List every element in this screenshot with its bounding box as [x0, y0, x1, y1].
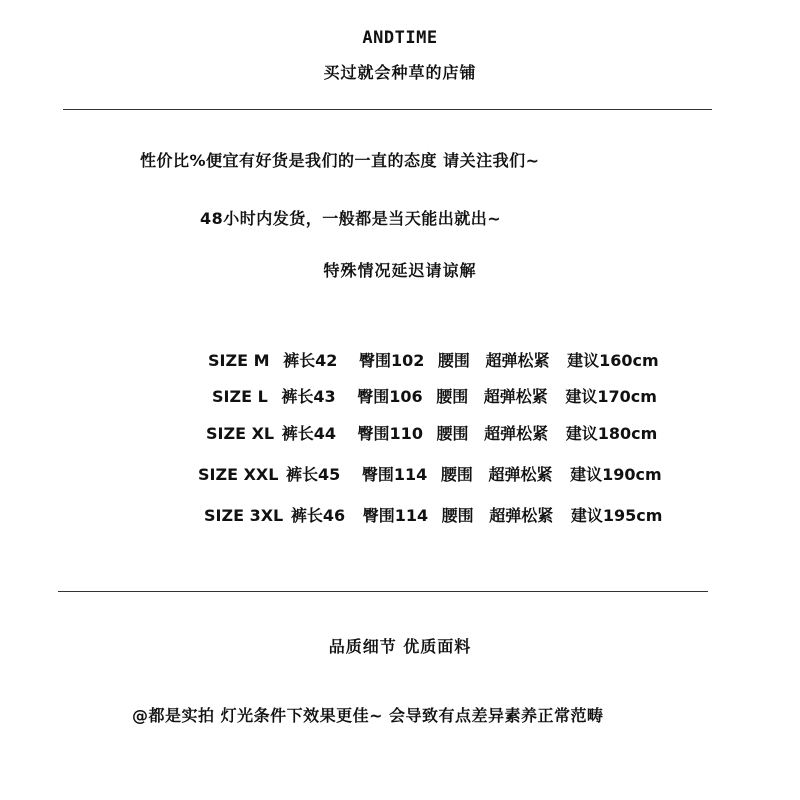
brand-slogan: 买过就会种草的店铺: [323, 63, 477, 82]
intro-line-shipping: 48小时内发货，一般都是当天能出就出~: [200, 209, 502, 228]
size-advice: 建议170cm: [565, 387, 657, 406]
size-advice: 建议180cm: [565, 424, 658, 443]
size-waist: 腰围: [437, 351, 470, 370]
size-label: SIZE XXL: [198, 465, 279, 484]
size-length: 裤长44: [281, 424, 336, 443]
size-thigh: 臀围110: [357, 424, 423, 443]
intro-line-delay: 特殊情况延迟请谅解: [323, 261, 477, 280]
size-elastic: 超弹松紧: [484, 424, 549, 443]
quality-note: @都是实拍 灯光条件下效果更佳~ 会导致有点差异素养正常范畴: [132, 706, 604, 725]
size-waist: 腰围: [436, 387, 469, 406]
size-label: SIZE XL: [206, 424, 275, 443]
size-advice: 建议160cm: [567, 351, 659, 370]
size-row: [206, 421, 657, 444]
size-length: 裤长43: [281, 387, 336, 406]
size-elastic: 超弹松紧: [488, 465, 553, 484]
size-row: [212, 384, 657, 407]
size-thigh: 臀围114: [361, 465, 428, 484]
size-row: [208, 348, 659, 371]
size-waist: 腰围: [436, 424, 469, 443]
size-waist: 腰围: [441, 506, 474, 525]
size-elastic: 超弹松紧: [489, 506, 554, 525]
size-waist: 腰围: [440, 465, 473, 484]
top-divider: [63, 109, 712, 110]
size-label: SIZE 3XL: [204, 506, 284, 525]
size-label: SIZE L: [212, 387, 268, 406]
size-length: 裤长46: [290, 506, 346, 525]
size-thigh: 臀围102: [358, 351, 425, 370]
size-row: [204, 503, 662, 526]
size-elastic: 超弹松紧: [483, 387, 548, 406]
size-length: 裤长42: [283, 351, 338, 370]
size-advice: 建议195cm: [570, 506, 663, 525]
size-label: SIZE M: [208, 351, 270, 370]
size-length: 裤长45: [286, 465, 341, 484]
quality-title: 品质细节 优质面料: [328, 637, 472, 656]
intro-line-price: 性价比%便宜有好货是我们的一直的态度 请关注我们~: [140, 151, 540, 170]
brand-title: ANDTIME: [362, 28, 438, 48]
size-thigh: 臀围106: [357, 387, 423, 406]
size-advice: 建议190cm: [570, 465, 662, 484]
bottom-divider: [58, 591, 708, 592]
size-row: [198, 462, 662, 485]
size-thigh: 臀围114: [362, 506, 429, 525]
size-elastic: 超弹松紧: [485, 351, 550, 370]
